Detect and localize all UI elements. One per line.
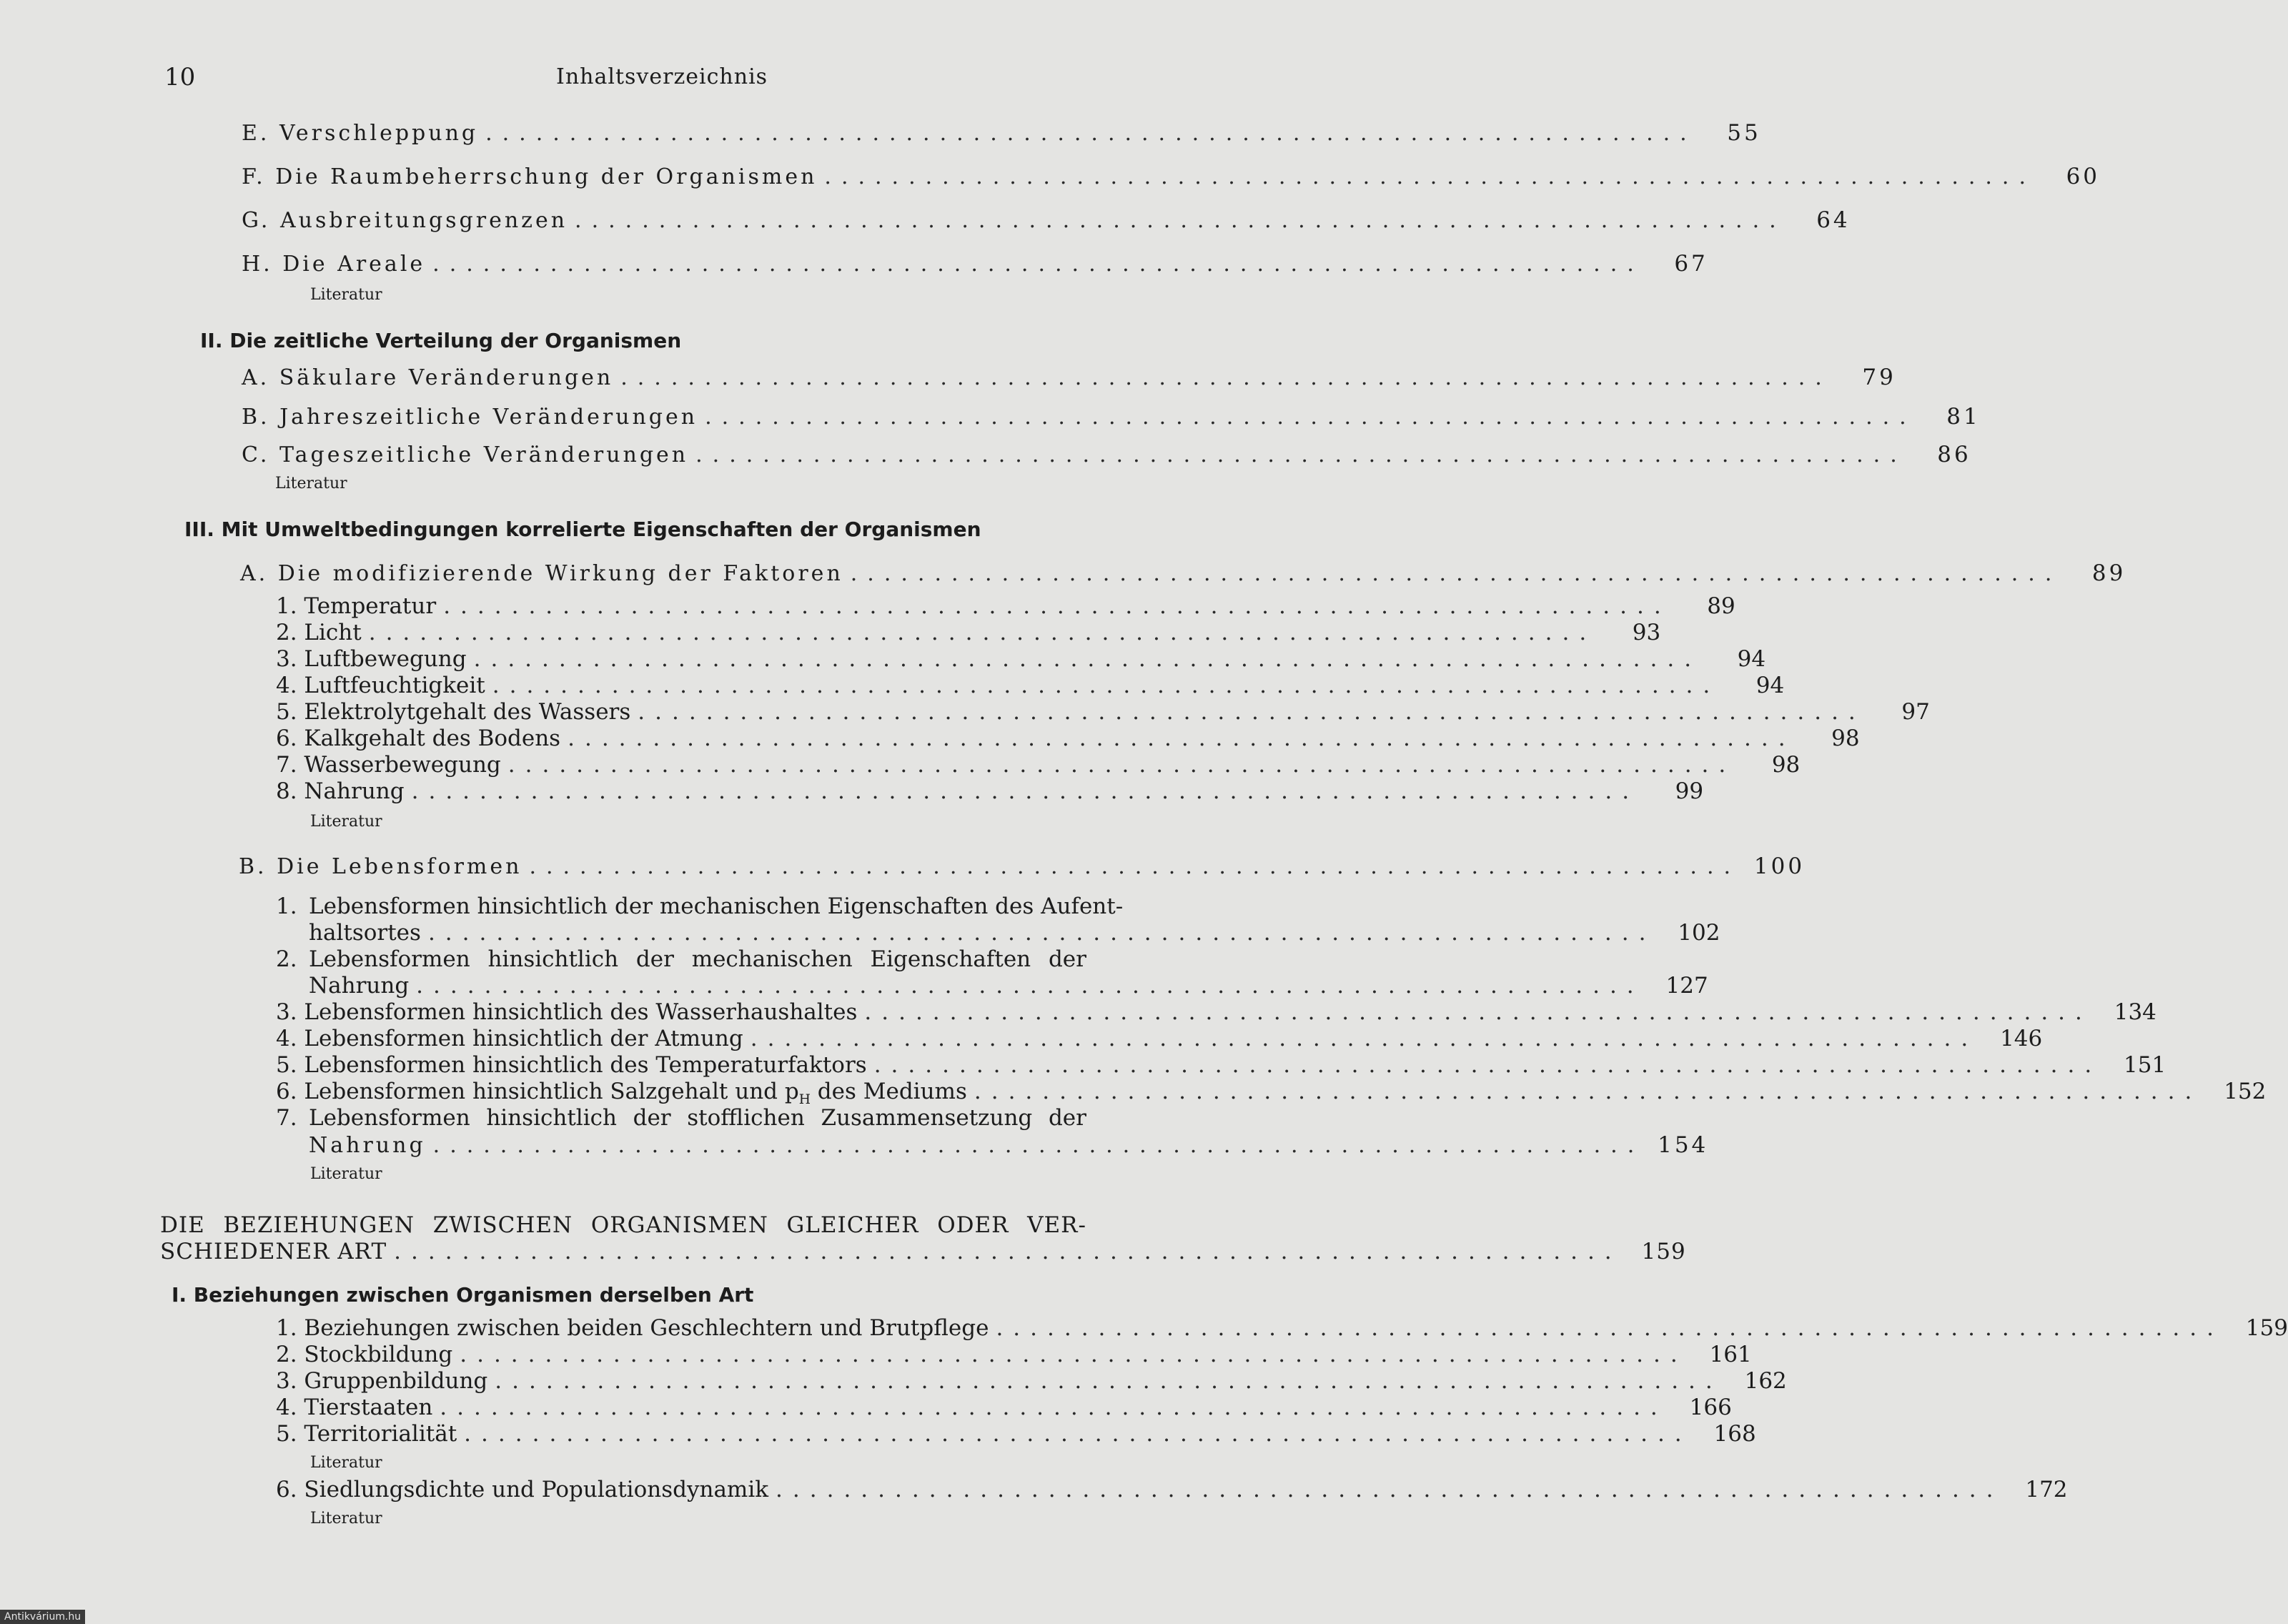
leader-dots: ........................................................................ (620, 365, 1832, 390)
toc-entry-label: Nahrung (309, 973, 410, 999)
toc-entry-label: Nahrung (309, 1133, 426, 1158)
toc-entry-label: C. Tageszeitliche Veränderungen (242, 442, 689, 467)
leader-dots: ........................................................................ (507, 752, 1736, 778)
leader-dots: ........................................................................ (705, 405, 1916, 430)
toc-entry-label: B. Jahreszeitliche Veränderungen (242, 405, 698, 430)
toc-entry-page: 94 (1737, 646, 1766, 672)
toc-subentry (276, 726, 1860, 754)
leader-dots: ........................................................................ (568, 726, 1796, 751)
toc-entry-label: 3. Gruppenbildung (276, 1368, 488, 1394)
toc-entry-page: 89 (1707, 593, 1735, 619)
toc-subentry-line (309, 1105, 1086, 1131)
toc-entry-page: 159 (1641, 1239, 1686, 1264)
leader-dots: ........................................................................ (443, 593, 1671, 619)
toc-entry-label: haltsortes (309, 920, 421, 946)
toc-entry-page: 168 (1713, 1421, 1756, 1447)
toc-entry-label: E. Verschleppung (242, 121, 479, 146)
toc-entry (242, 251, 1708, 279)
running-title: Inhaltsverzeichnis (556, 64, 768, 89)
toc-entry-label: 4. Luftfeuchtigkeit (276, 673, 485, 698)
toc-entry-page: 151 (2124, 1052, 2166, 1078)
page-number: 10 (164, 63, 196, 91)
toc-subentry-number: 2. (276, 946, 297, 972)
word: Lebensformen (309, 946, 470, 972)
word: GLEICHER (786, 1212, 919, 1238)
leader-dots: ........................................................................ (996, 1315, 2224, 1341)
toc-entry-page: 67 (1674, 251, 1708, 277)
toc-entry-page: 161 (1709, 1342, 1752, 1367)
leader-dots: ........................................................................ (394, 1239, 1622, 1264)
toc-entry-label: G. Ausbreitungsgrenzen (242, 208, 568, 233)
toc-entry-label: 3. Luftbewegung (276, 646, 467, 672)
toc-entry-page: 89 (2091, 560, 2126, 586)
leader-dots: ........................................................................ (473, 646, 1702, 672)
word: der (633, 1105, 671, 1131)
toc-entry-page: 98 (1831, 726, 1860, 751)
toc-subentry (309, 920, 1720, 949)
toc-entry-page: 93 (1632, 620, 1661, 645)
toc-entry-label: 5. Elektrolytgehalt des Wassers (276, 699, 631, 725)
literatur-label: Literatur (310, 1454, 382, 1472)
word: stofflichen (687, 1105, 805, 1131)
toc-entry-page: 94 (1755, 673, 1785, 698)
toc-entry-page: 154 (1658, 1132, 1709, 1158)
leader-dots: ........................................................................ (485, 121, 1697, 146)
toc-subentry (276, 620, 1661, 648)
leader-dots: ........................................................................ (427, 920, 1656, 946)
leader-dots: ........................................................................ (492, 673, 1720, 698)
toc-subentry (276, 752, 1801, 781)
toc-entry (242, 404, 1981, 432)
leader-dots: ........................................................................ (824, 164, 2036, 189)
subscript-h: H (798, 1092, 811, 1108)
word: der (1048, 946, 1086, 972)
leader-dots: ........................................................................ (850, 561, 2062, 586)
toc-entry-label: 5. Territorialität (276, 1421, 457, 1447)
toc-entry-label: 8. Nahrung (276, 778, 405, 804)
chapter-entry (160, 1239, 1686, 1267)
word: VER- (1027, 1212, 1086, 1238)
watermark-label: Antikvárium.hu (0, 1610, 85, 1624)
toc-entry (239, 853, 1806, 882)
leader-dots: ........................................................................ (432, 252, 1644, 277)
leader-dots: ........................................................................ (873, 1052, 2102, 1078)
toc-entry-page: 86 (1937, 442, 1971, 467)
toc-entry-label: H. Die Areale (242, 252, 426, 277)
leader-dots: ........................................................................ (440, 1395, 1668, 1420)
toc-subentry-number: 1. (276, 893, 297, 919)
toc-entry-page: 152 (2224, 1079, 2267, 1104)
toc-entry-label: 6. Kalkgehalt des Bodens (276, 726, 561, 751)
toc-entry-label: 1. Temperatur (276, 593, 437, 619)
toc-entry-page: 64 (1816, 207, 1851, 233)
toc-entry (242, 365, 1896, 393)
literatur-label: Literatur (310, 1510, 382, 1528)
toc-entry-page: 172 (2025, 1477, 2068, 1502)
leader-dots: ........................................................................ (460, 1342, 1688, 1367)
toc-entry (242, 442, 1971, 470)
leader-dots: ........................................................................ (495, 1368, 1723, 1394)
word: Lebensformen (309, 1105, 470, 1131)
leader-dots: ........................................................................ (411, 778, 1640, 804)
toc-entry-label: A. Die modifizierende Wirkung der Faktoren (240, 561, 843, 586)
toc-entry-page: 100 (1753, 853, 1806, 879)
toc-subentry (276, 1026, 2043, 1054)
label-part: des Mediums (810, 1079, 967, 1104)
toc-subentry (276, 646, 1766, 675)
toc-entry-label: 3. Lebensformen hinsichtlich des Wasserhaushaltes (276, 999, 858, 1025)
toc-subentry (276, 1421, 1756, 1450)
leader-dots: ........................................................................ (638, 699, 1866, 725)
toc-entry-label: 2. Stockbildung (276, 1342, 453, 1367)
toc-entry-label (276, 1079, 967, 1107)
toc-entry-label: 5. Lebensformen hinsichtlich des Temperaturfaktors (276, 1052, 867, 1078)
section-heading: III. Mit Umweltbedingungen korrelierte Eigenschaften der Organismen (184, 518, 981, 541)
toc-subentry (276, 673, 1785, 701)
toc-entry-label: A. Säkulare Veränderungen (242, 365, 614, 390)
toc-entry-page: 81 (1946, 404, 1981, 430)
leader-dots: ........................................................................ (974, 1079, 2202, 1104)
toc-entry-label: SCHIEDENER ART (160, 1239, 387, 1264)
toc-entry-label: 7. Wasserbewegung (276, 752, 501, 778)
toc-entry-label: B. Die Lebensformen (239, 854, 523, 879)
word: ZWISCHEN (432, 1212, 573, 1238)
toc-entry-page: 99 (1675, 778, 1704, 804)
toc-entry-page: 162 (1744, 1368, 1787, 1394)
leader-dots: ........................................................................ (529, 854, 1741, 879)
literatur-label: Literatur (310, 1165, 382, 1183)
toc-subentry-line (309, 946, 1086, 972)
toc-entry-page: 98 (1771, 752, 1801, 778)
toc-entry-label: 4. Lebensformen hinsichtlich der Atmung (276, 1026, 743, 1051)
toc-subentry (276, 593, 1735, 622)
toc-entry (242, 164, 2101, 192)
toc-subentry (276, 1052, 2166, 1081)
leader-dots: ........................................................................ (575, 208, 1786, 233)
toc-subentry (276, 1342, 1752, 1370)
toc-subentry (276, 999, 2156, 1028)
section-heading: II. Die zeitliche Verteilung der Organismen (200, 329, 682, 352)
toc-subentry (276, 1315, 2288, 1344)
toc-entry-label: 1. Beziehungen zwischen beiden Geschlechtern und Brutpflege (276, 1315, 989, 1341)
label-part: 6. Lebensformen hinsichtlich Salzgehalt und p (276, 1079, 799, 1104)
word: ORGANISMEN (590, 1212, 768, 1238)
toc-entry-label: 4. Tierstaaten (276, 1395, 433, 1420)
literatur-label: Literatur (275, 475, 347, 492)
toc-entry-page: 127 (1665, 973, 1708, 999)
toc-subentry (309, 1132, 1709, 1161)
section-heading: I. Beziehungen zwischen Organismen derselben Art (172, 1283, 754, 1307)
toc-entry-page: 102 (1678, 920, 1720, 946)
word: ODER (937, 1212, 1009, 1238)
leader-dots: ........................................................................ (695, 442, 1907, 467)
word: hinsichtlich (487, 946, 619, 972)
toc-entry-page: 60 (2066, 164, 2101, 189)
word: hinsichtlich (486, 1105, 617, 1131)
leader-dots: ........................................................................ (750, 1026, 1979, 1051)
toc-subentry (276, 778, 1704, 807)
chapter-heading (160, 1212, 1086, 1238)
toc-entry-page: 97 (1901, 699, 1930, 725)
toc-subentry (276, 1368, 1787, 1397)
toc-entry (242, 120, 1761, 149)
leader-dots: ........................................................................ (368, 620, 1597, 645)
word: der (1048, 1105, 1086, 1131)
toc-subentry (276, 1477, 2068, 1505)
toc-entry-label: F. Die Raumbeherrschung der Organismen (242, 164, 818, 189)
leader-dots: ........................................................................ (464, 1421, 1692, 1447)
word: BEZIEHUNGEN (223, 1212, 415, 1238)
toc-entry-page: 79 (1862, 365, 1896, 390)
leader-dots: ........................................................................ (864, 999, 2092, 1025)
leader-dots: ........................................................................ (416, 973, 1644, 999)
toc-entry-page: 146 (2000, 1026, 2043, 1051)
toc-entry-label: 2. Licht (276, 620, 362, 645)
toc-entry-page: 55 (1727, 120, 1761, 146)
toc-subentry (276, 699, 1930, 728)
literatur-label: Literatur (310, 813, 382, 831)
leader-dots: ........................................................................ (432, 1133, 1645, 1158)
toc-entry (242, 207, 1851, 236)
word: der (635, 946, 674, 972)
toc-entry-page: 134 (2114, 999, 2156, 1025)
toc-subentry (309, 973, 1708, 1001)
toc-entry-label: 6. Siedlungsdichte und Populationsdynamik (276, 1477, 769, 1502)
toc-subentry-line: Lebensformen hinsichtlich der mechanischen Eigenschaften des Aufent- (309, 893, 1124, 919)
word: Eigenschaften (870, 946, 1031, 972)
toc-entry-page: 166 (1689, 1395, 1732, 1420)
toc-subentry-number: 7. (276, 1105, 297, 1131)
word: mechanischen (691, 946, 853, 972)
leader-dots: ........................................................................ (776, 1477, 2004, 1502)
toc-subentry (276, 1395, 1732, 1423)
literatur-label: Literatur (310, 286, 382, 304)
toc-entry-page: 159 (2245, 1315, 2288, 1341)
toc-entry (240, 560, 2126, 589)
toc-subentry (276, 1079, 2267, 1108)
word: DIE (160, 1212, 205, 1238)
word: Zusammensetzung (821, 1105, 1033, 1131)
